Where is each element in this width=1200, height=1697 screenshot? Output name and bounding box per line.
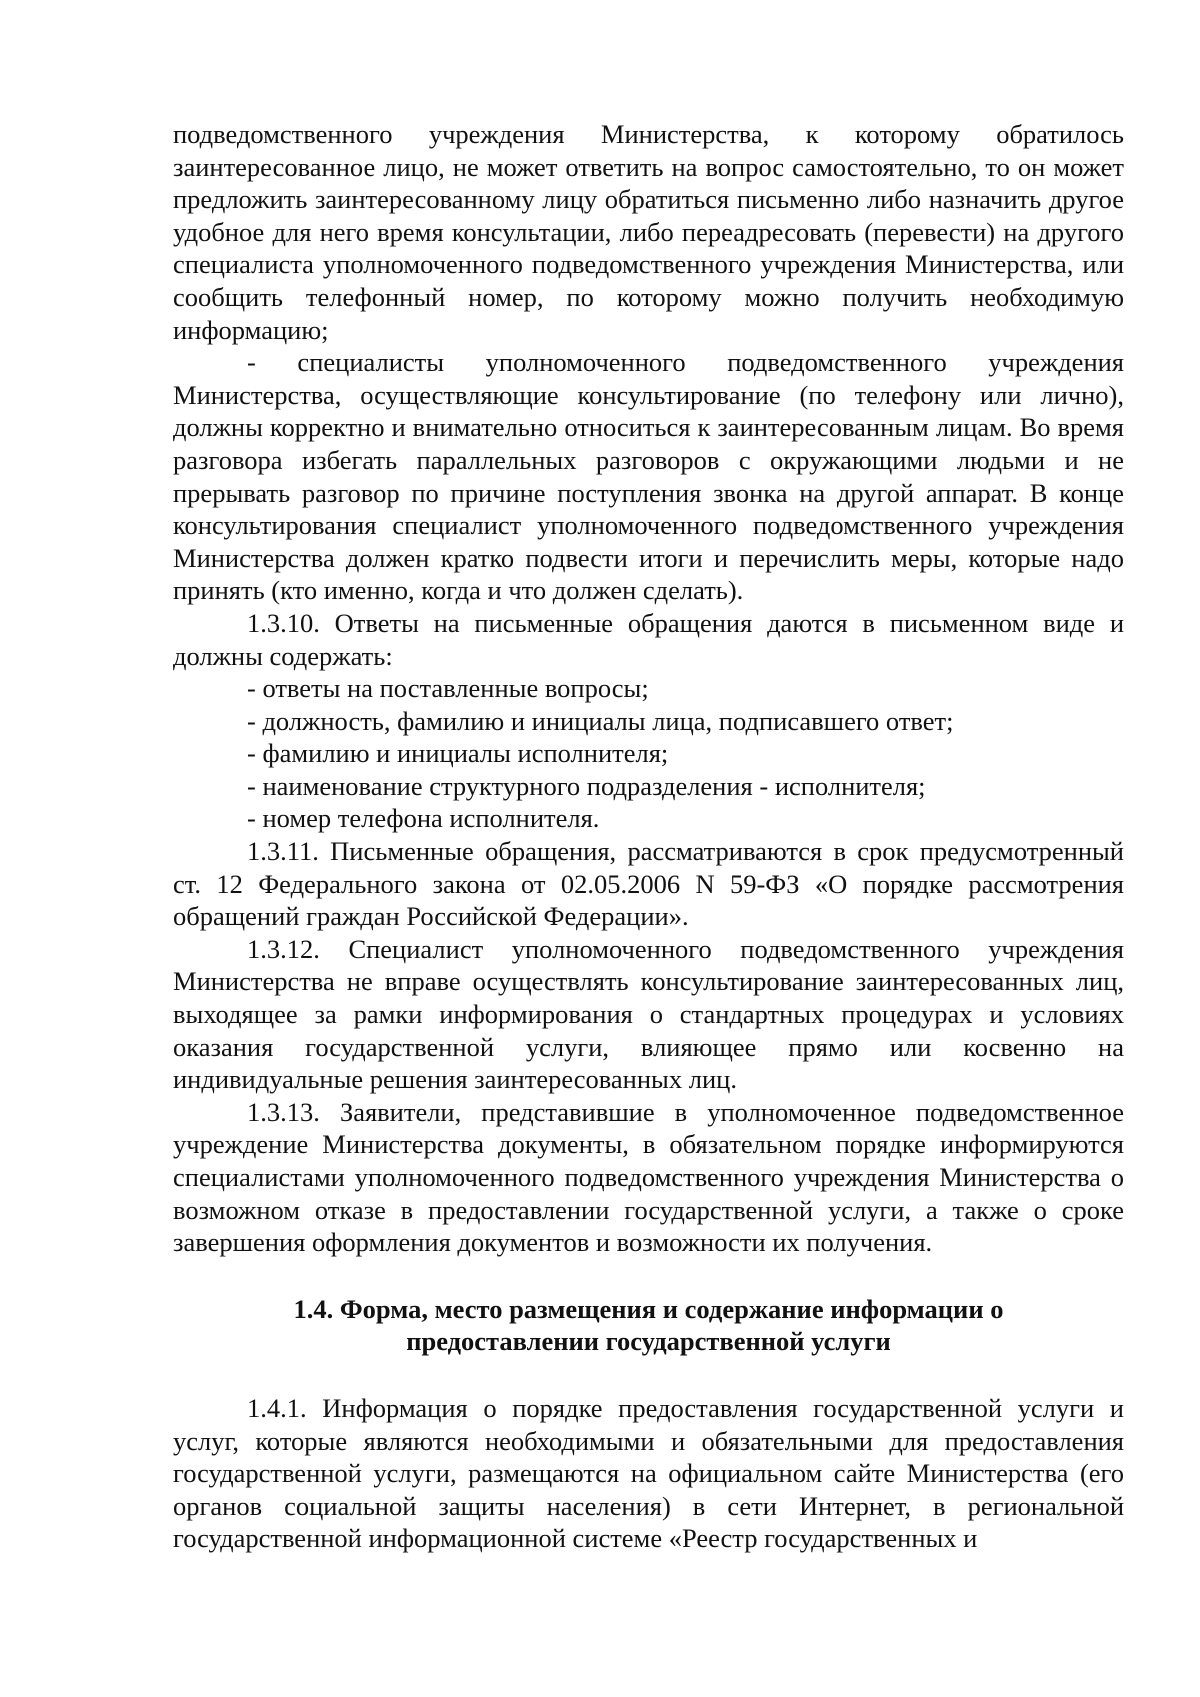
paragraph-continuation: подведомственного учреждения Министерства, к которому обратилось заинтересованное лицо, не может ответить на вопрос самостоятельно, то он может предложить заинтересованному лицу обратиться письменно либо назначить другое удобное для него время консультации, либо переадресовать (перевести) на другого специалиста уполномоченного подведомственного учреждения Министерства, или сообщить телефонный номер, по которому можно получить необходимую информацию;: [173, 119, 1124, 345]
paragraph-1-3-12: 1.3.12. Специалист уполномоченного подведомственного учреждения Министерства не вправе осуществлять консультирование заинтересованных лиц, выходящее за рамки информирования о стандартных процедурах и условиях оказания государственной услуги, влияющее прямо или косвенно на индивидуальные решения заинтересованных лиц.: [173, 933, 1124, 1095]
list-item: - ответы на поставленные вопросы;: [247, 673, 649, 704]
paragraph-1-3-10: 1.3.10. Ответы на письменные обращения даются в письменном виде и должны содержать:: [173, 607, 1124, 671]
paragraph-1-4-1: 1.4.1. Информация о порядке предоставления государственной услуги и услуг, которые являются необходимыми и обязательными для предоставления государственной услуги, размещаются на официальном сайте Министерства (его органов социальной защиты населения) в сети Интернет, в региональной государственной информационной системе «Реестр государственных и: [173, 1392, 1124, 1554]
list-item: - номер телефона исполнителя.: [247, 803, 600, 834]
section-heading-line: 1.4. Форма, место размещения и содержание информации о: [293, 1293, 1004, 1324]
list-item: - должность, фамилию и инициалы лица, подписавшего ответ;: [247, 705, 954, 736]
section-heading-line: предоставлении государственной услуги: [406, 1326, 891, 1357]
paragraph-specialists: - специалисты уполномоченного подведомственного учреждения Министерства, осуществляющие консультирование (по телефону или лично), должны корректно и внимательно относиться к заинтересованным лицам. Во время разговора избегать параллельных разговоров с окружающими людьми и не прерывать разговор по причине поступления звонка на другой аппарат. В конце консультирования специалист уполномоченного подведомственного учреждения Министерства должен кратко подвести итоги и перечислить меры, которые надо принять (кто именно, когда и что должен сделать).: [173, 347, 1124, 606]
document-page: [173, 118, 1124, 1555]
list-item: - фамилию и инициалы исполнителя;: [247, 738, 669, 769]
list-item: - наименование структурного подразделения - исполнителя;: [247, 770, 926, 801]
answer-requirements-list: [173, 672, 1124, 835]
paragraph-1-3-13: 1.3.13. Заявители, представившие в уполномоченное подведомственное учреждение Министерства документы, в обязательном порядке информируются специалистами уполномоченного подведомственного учреждения Министерства о возможном отказе в предоставлении государственной услуги, а также о сроке завершения оформления документов и возможности их получения.: [173, 1096, 1124, 1258]
section-heading-1-4: [173, 1293, 1124, 1358]
paragraph-1-3-11: 1.3.11. Письменные обращения, рассматриваются в срок предусмотренный ст. 12 Федерального закона от 02.05.2006 N 59-ФЗ «О порядке рассмотрения обращений граждан Российской Федерации».: [173, 836, 1124, 932]
